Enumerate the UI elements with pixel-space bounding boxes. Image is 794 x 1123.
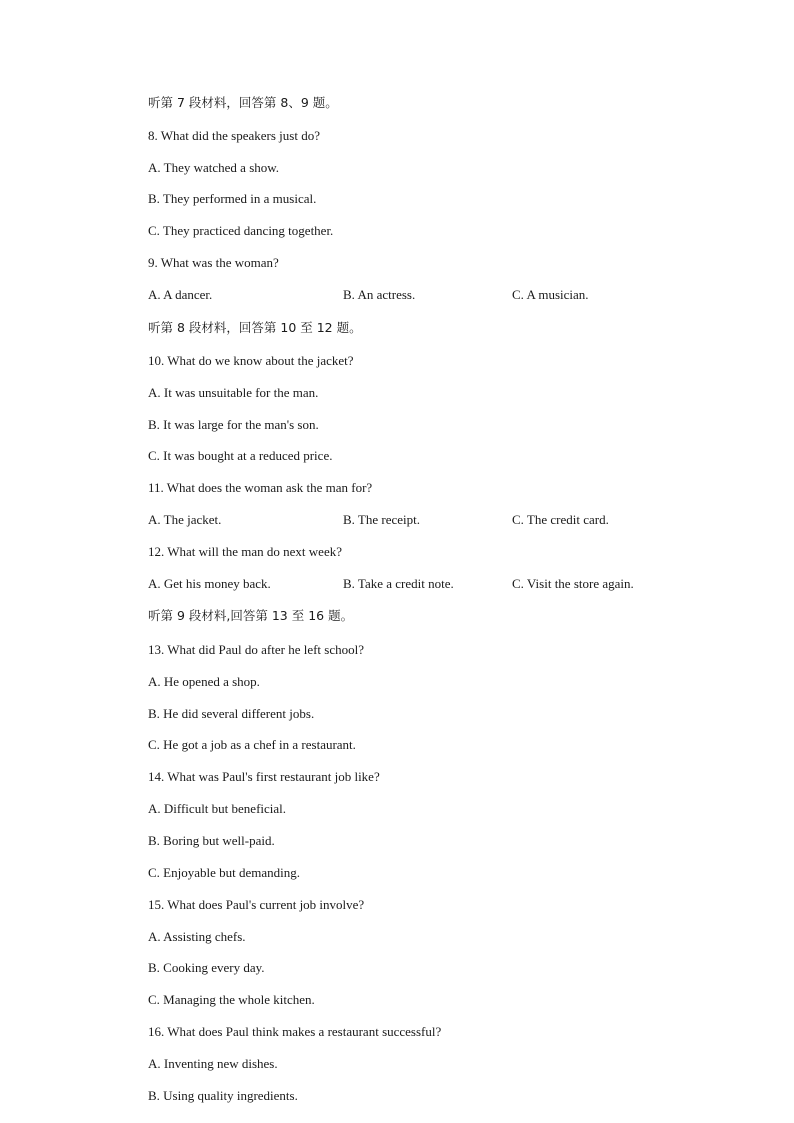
question-12-option-a: A. Get his money back. (148, 576, 271, 591)
question-13-option-b: B. He did several different jobs. (148, 706, 315, 721)
question-15-option-b: B. Cooking every day. (148, 960, 265, 975)
question-9-option-a: A. A dancer. (148, 287, 213, 302)
question-16-stem: 16. What does Paul think makes a restaurant successful? (148, 1024, 442, 1039)
question-12-stem: 12. What will the man do next week? (148, 544, 342, 559)
question-9-stem: 9. What was the woman? (148, 255, 279, 270)
question-11-option-a: A. The jacket. (148, 512, 222, 527)
question-14-stem: 14. What was Paul's first restaurant job like? (148, 769, 380, 784)
question-14-option-a: A. Difficult but beneficial. (148, 801, 287, 816)
question-13-option-c: C. He got a job as a chef in a restaurant. (148, 737, 356, 752)
section-heading-9: 听第 9 段材料,回答第 13 至 16 题。 (148, 608, 354, 623)
question-9-option-b: B. An actress. (343, 287, 416, 302)
question-8-option-c: C. They practiced dancing together. (148, 223, 334, 238)
question-11-option-c: C. The credit card. (512, 512, 609, 527)
question-14-option-c: C. Enjoyable but demanding. (148, 865, 301, 880)
question-9-option-c: C. A musician. (512, 287, 589, 302)
question-10-option-a: A. It was unsuitable for the man. (148, 385, 319, 400)
question-10-stem: 10. What do we know about the jacket? (148, 353, 354, 368)
question-12-option-c: C. Visit the store again. (512, 576, 634, 591)
question-10-option-b: B. It was large for the man's son. (148, 417, 319, 432)
question-10-option-c: C. It was bought at a reduced price. (148, 448, 333, 463)
section-heading-7: 听第 7 段材料，回答第 8、9 题。 (148, 95, 338, 110)
question-11-option-b: B. The receipt. (343, 512, 421, 527)
question-16-option-b: B. Using quality ingredients. (148, 1088, 298, 1103)
question-15-option-a: A. Assisting chefs. (148, 929, 246, 944)
question-11-stem: 11. What does the woman ask the man for? (148, 480, 373, 495)
question-8-option-a: A. They watched a show. (148, 160, 280, 175)
question-16-option-a: A. Inventing new dishes. (148, 1056, 278, 1071)
question-13-stem: 13. What did Paul do after he left school? (148, 642, 365, 657)
question-8-stem: 8. What did the speakers just do? (148, 128, 320, 143)
question-8-option-b: B. They performed in a musical. (148, 191, 317, 206)
question-15-stem: 15. What does Paul's current job involve? (148, 897, 365, 912)
question-15-option-c: C. Managing the whole kitchen. (148, 992, 315, 1007)
question-12-option-b: B. Take a credit note. (343, 576, 454, 591)
question-14-option-b: B. Boring but well-paid. (148, 833, 275, 848)
section-heading-8: 听第 8 段材料，回答第 10 至 12 题。 (148, 320, 362, 335)
question-13-option-a: A. He opened a shop. (148, 674, 260, 689)
